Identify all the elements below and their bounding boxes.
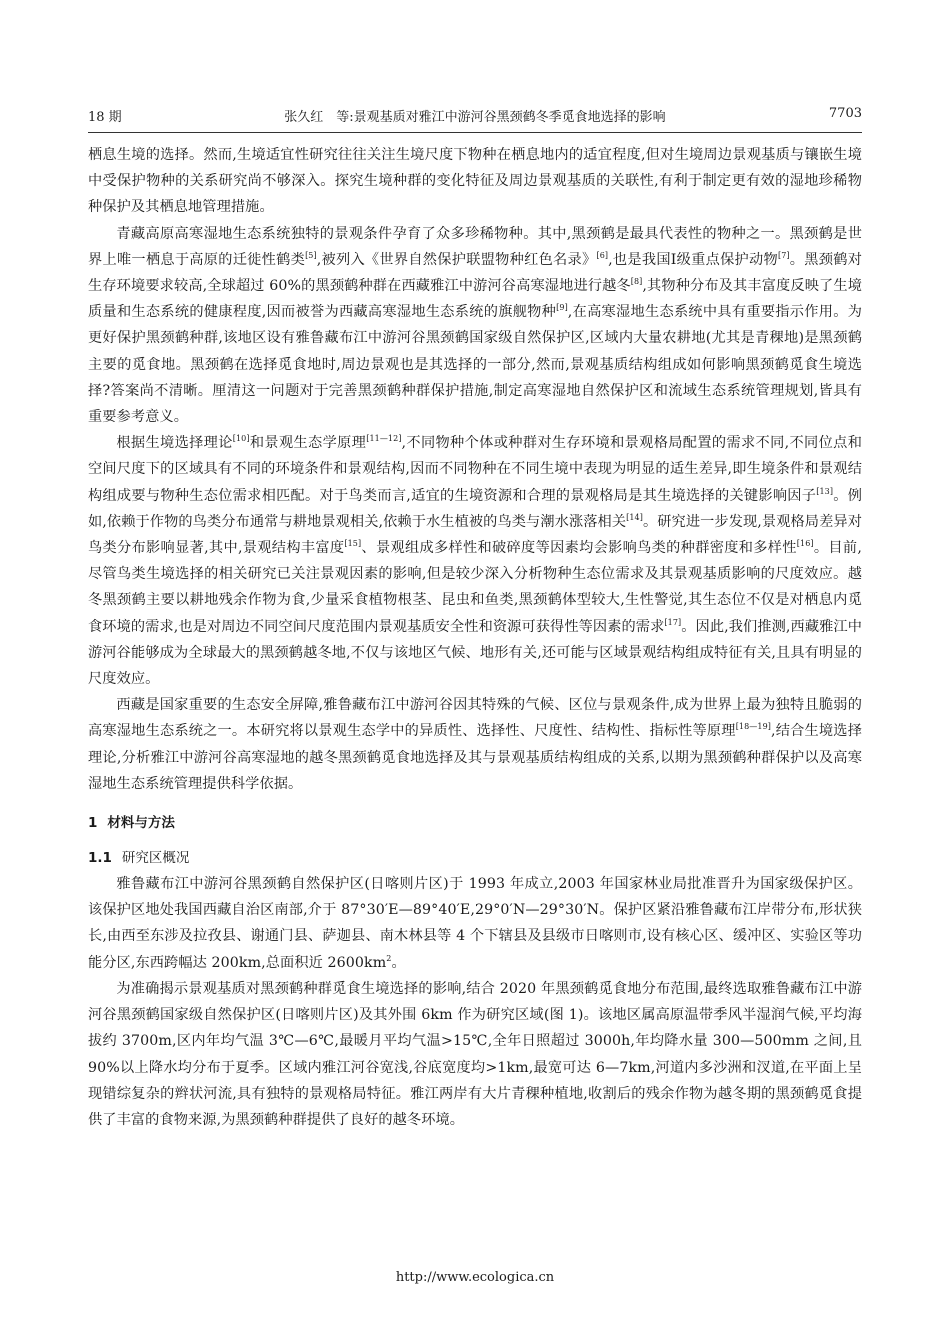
citation: [18—19] [735, 722, 772, 732]
text-run: ,也是我国Ⅰ级重点保护动物 [608, 251, 778, 268]
text-run: 。研究进一步发现,景观格局差异对鸟类分布影响显著,其中,景观结构丰富度 [88, 513, 862, 557]
text-run: ,结合生境选择理论,分析雅江中游河谷高寒湿地的越冬黑颈鹤觅食地选择及其与景观基质结构组成的关系,以期为黑颈鹤种群保护以及高寒湿地生态系统管理提供科学依据。 [88, 723, 862, 792]
citation: [15] [344, 539, 362, 549]
text-run: 根据生境选择理论 [116, 435, 233, 452]
running-title: 张久红 等:景观基质对雅江中游河谷黑颈鹤冬季觅食地选择的影响 [284, 110, 666, 125]
text-run: 。目前,尽管鸟类生境选择的相关研究已关注景观因素的影响,但是较少深入分析物种生态位需求及其景观基质影响的尺度效应。越冬黑颈鹤主要以耕地残余作物为食,少量采食植物根茎、昆虫和鱼类,黑颈鹤体型较大,生性警觉,其生态位不仅是对栖息内觅食环境的需求,也是对周边不同空间尺度范围内景观基质安全性和资源可获得性等因素的需求 [88, 540, 862, 635]
paragraph-6: 为准确揭示景观基质对黑颈鹤种群觅食生境选择的影响,结合 2020 年黑颈鹤觅食地分布范围,最终选取雅鲁藏布江中游河谷黑颈鹤国家级自然保护区(日喀则片区)及其外围 6km 作为研究区域(图 1)。该地区属高原温带季风半湿润气候,平均海拔约 3700m,区内年均气温 3℃—6℃,最暖月平均气温>15℃,全年日照超过 3000h,年均降水量 300—500mm 之间,且 90%以上降水均分布于夏季。区域内雅江河谷宽浅,谷底宽度均>1km,最宽可达 6—7km,河道内多沙洲和汊道,在平面上呈现错综复杂的辫状河流,具有独特的景观格局特征。雅江两岸有大片青稞种植地,收割后的残余作物为越冬期的黑颈鹤觅食提供了丰富的食物来源,为黑颈鹤种群提供了良好的越冬环境。 [88, 980, 862, 1128]
text-run: 。例如,依赖于作物的鸟类分布通常与耕地景观相关,依赖于水生植被的鸟类与潮水涨落相关 [88, 487, 863, 530]
footer-url[interactable]: http://www.ecologica.cn [395, 1270, 555, 1285]
citation: [5] [305, 250, 317, 260]
text-run: 。黑颈鹤对生存环境要求较高,全球超过 60%的黑颈鹤种群在西藏雅江中游河谷高寒湿地进行越冬 [88, 251, 862, 295]
citation: [9] [556, 303, 568, 313]
section-title: 材料与方法 [107, 815, 175, 832]
text-run: ,在高寒湿地生态系统中具有重要指示作用。为更好保护黑颈鹤种群,该地区设有雅鲁藏布江中游河谷黑颈鹤国家级自然保护区,区域内大量农耕地(尤其是青稞地)是黑颈鹤主要的觅食地。黑颈鹤在选择觅食地时,周边景观也是其选择的一部分,然而,景观基质结构组成如何影响黑颈鹤觅食生境选择?答案尚不清晰。厘清这一问题对于完善黑颈鹤种群保护措施,制定高寒湿地自然保护区和流域生态系统管理规划,皆具有重要参考意义。 [88, 304, 862, 426]
text-run: ,不同物种个体或种群对生存环境和景观格局配置的需求不同,不同位点和空间尺度下的区域具有不同的环境条件和景观结构,因而不同物种在不同生境中表现为明显的适生差异,即生境条件和景观结构组成要与物种生态位需求相匹配。对于鸟类而言,适宜的生境资源和合理的景观格局是其生境选择的关键影响因子 [88, 435, 862, 504]
article-body [88, 142, 862, 1133]
subsection-number: 1.1 [88, 850, 112, 867]
section-heading-1 [88, 810, 862, 836]
text-run: 、景观组成多样性和破碎度等因素均会影响鸟类的种群密度和多样性 [361, 540, 797, 557]
text-run: 青藏高原高寒湿地生态系统独特的景观条件孕育了众多珍稀物种。其中,黑颈鹤是最具代表性的物种之一。黑颈鹤是世界上唯一栖息于高原的迁徙性鹤类 [88, 225, 862, 268]
paragraph-1: 栖息生境的选择。然而,生境适宜性研究往往关注生境尺度下物种在栖息地内的适宜程度,但对生境周边景观基质与镶嵌生境中受保护物种的关系研究尚不够深入。探究生境种群的变化特征及周边景观基质的关联性,有利于制定更有效的湿地珍稀物种保护及其栖息地管理措施。 [88, 147, 862, 216]
paragraph-4 [88, 692, 862, 797]
paragraph-2 [88, 221, 862, 431]
subsection-title: 研究区概况 [121, 850, 190, 867]
section-number: 1 [88, 815, 98, 832]
text-run: 西藏是国家重要的生态安全屏障,雅鲁藏布江中游河谷因其特殊的气候、区位与景观条件,成为世界上最为独特且脆弱的高寒湿地生态系统之一。本研究将以景观生态学中的异质性、选择性、尺度性、结构性、指标性等原理 [88, 697, 862, 740]
text-run: ,其物种分布及其丰富度反映了生境质量和生态系统的健康程度,因而被誉为西藏高寒湿地生态系统的旗舰物种 [88, 278, 862, 321]
paragraph-5 [88, 871, 862, 976]
issue-number: 18 期 [88, 110, 122, 125]
superscript: 2 [386, 953, 392, 963]
citation: [11—12] [366, 434, 402, 444]
citation: [7] [777, 250, 790, 260]
citation: [17] [664, 617, 682, 627]
paragraph-3 [88, 430, 862, 692]
citation: [14] [626, 512, 643, 522]
running-header [88, 106, 862, 126]
text-run: 和景观生态学原理 [249, 435, 367, 452]
text-run: ,被列入《世界自然保护联盟物种红色名录》 [316, 251, 597, 268]
citation: [10] [232, 434, 250, 444]
text-run: 。因此,我们推测,西藏雅江中游河谷能够成为全球最大的黑颈鹤越冬地,不仅与该地区气候、地形有关,还可能与区域景观结构组成特征有关,且具有明显的尺度效应。 [88, 618, 863, 688]
page-number: 7703 [828, 106, 862, 121]
citation: [6] [596, 250, 609, 260]
text-run: 。 [391, 954, 406, 971]
subsection-heading-1-1 [88, 845, 862, 871]
header-rule [88, 132, 862, 133]
text-run: 雅鲁藏布江中游河谷黑颈鹤自然保护区(日喀则片区)于 1993 年成立,2003 年国家林业局批准晋升为国家级保护区。该保护区地处我国西藏自治区南部,介于 87°30′E—89°40′E,29°0′N—29°30′N。保护区紧沿雅鲁藏布江岸带分布,形状狭长,由西至东涉及拉孜县、谢通门县、萨迦县、南木林县等 4 个下辖县及县级市日喀则市,设有核心区、缓冲区、实验区等功能分区,东西跨幅达 200km,总面积近 2600km [88, 876, 862, 971]
citation: [8] [630, 277, 643, 287]
citation: [13] [816, 486, 834, 496]
citation: [16] [796, 539, 814, 549]
